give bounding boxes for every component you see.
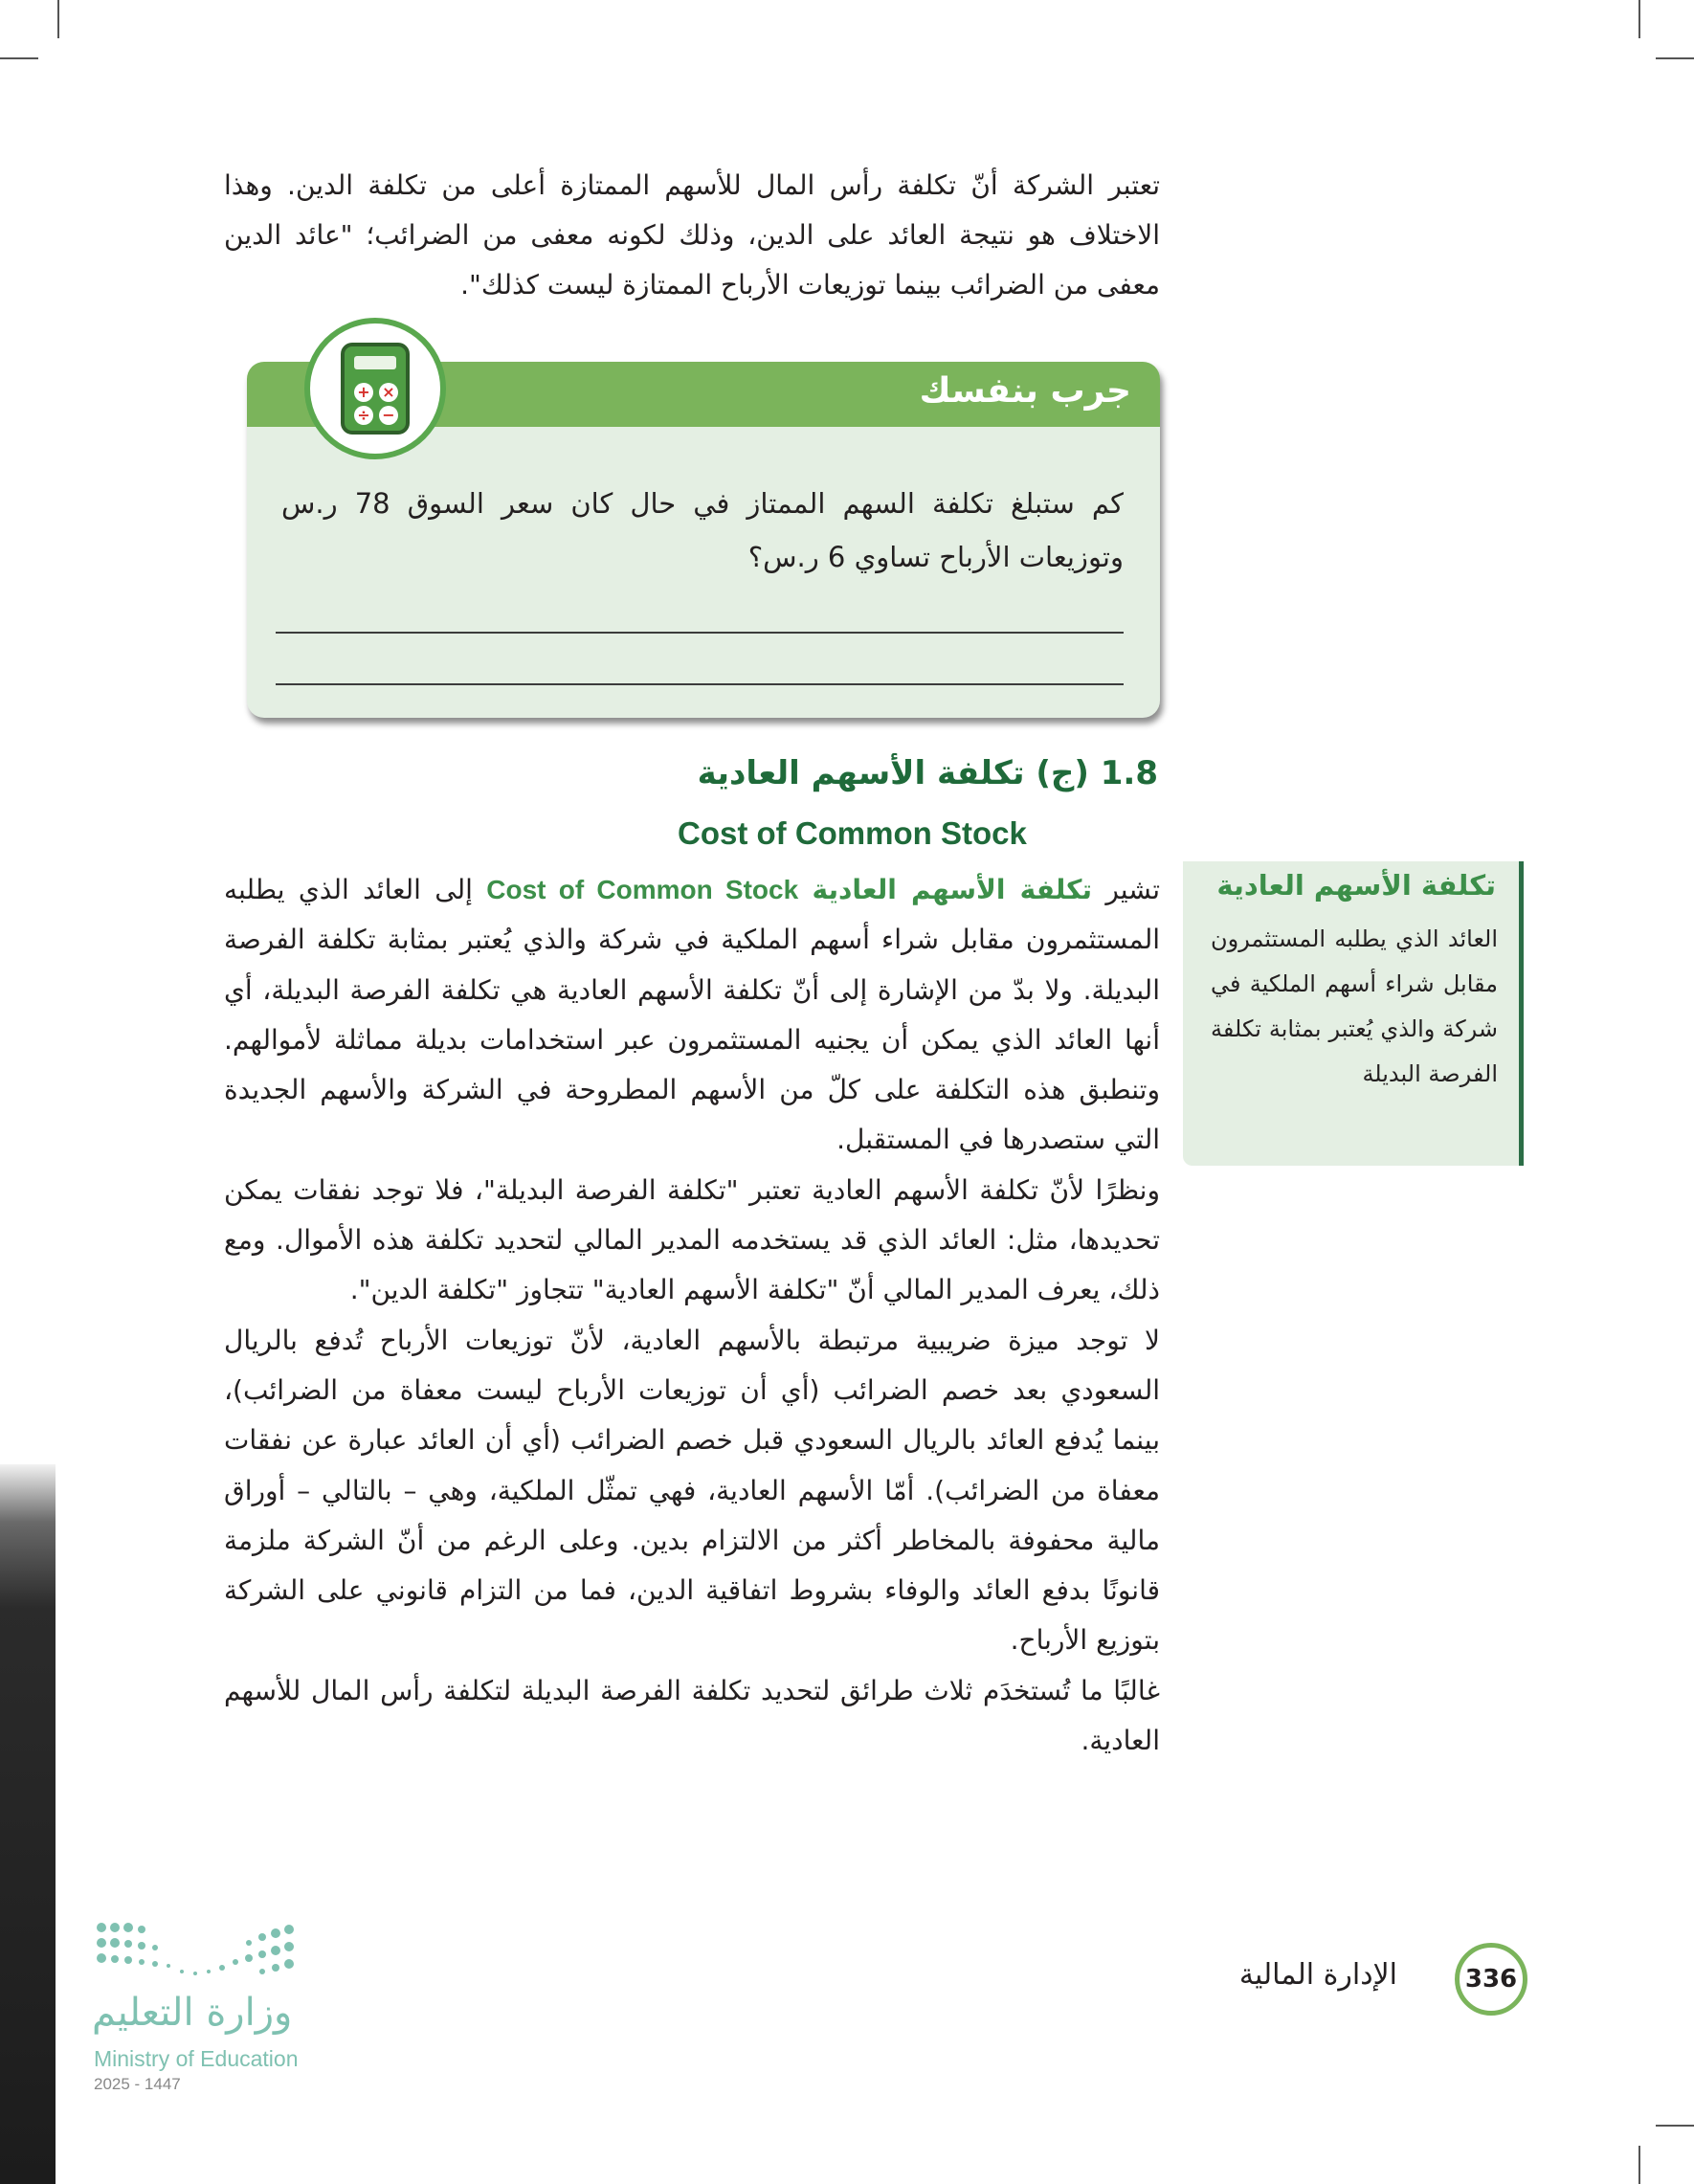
term-english: Cost of Common Stock (486, 875, 799, 904)
section-subtitle: Cost of Common Stock (678, 815, 1027, 851)
term-arabic: تكلفة الأسهم العادية (812, 874, 1092, 905)
ministry-name-english: Ministry of Education (94, 2046, 299, 2071)
crop-mark (57, 0, 59, 38)
edition-year: 2025 - 1447 (94, 2075, 181, 2093)
crop-mark (1638, 2146, 1640, 2184)
paragraph-text: تشير (1091, 874, 1160, 905)
paragraph-4: غالبًا ما تُستخدَم ثلاث طرائق لتحديد تكلفة الفرصة البديلة لتكلفة رأس المال للأسهم العادية. (224, 1674, 1160, 1757)
crop-mark (1656, 2125, 1694, 2127)
calculator-key: ÷ (354, 406, 373, 425)
page-number: 336 (1455, 1943, 1527, 2016)
binding-strip (0, 1464, 56, 2184)
section-title: 1.8 (ج) تكلفة الأسهم العادية (697, 754, 1158, 792)
calculator-screen (354, 356, 396, 369)
calculator-key: + (354, 383, 373, 402)
paragraph-2: ونظرًا لأنّ تكلفة الأسهم العادية تعتبر "تكلفة الفرصة البديلة"، فلا توجد نفقات يمكن تحديدها، مثل: العائد الذي قد يستخدمه المدير المالي لتحديد تكلفة هذه الأموال. ومع ذلك، يعرف المدير المالي أنّ "تكلفة الأسهم العادية" تتجاوز "تكلفة الدين". (224, 1173, 1160, 1306)
paragraph-1 (224, 865, 1160, 1166)
glossary-title: تكلفة الأسهم العادية (1216, 869, 1496, 902)
calculator-key: − (379, 406, 398, 425)
crop-mark (0, 57, 38, 59)
calculator-icon (304, 318, 446, 459)
intro-paragraph: تعتبر الشركة أنّ تكلفة رأس المال للأسهم الممتازة أعلى من تكلفة الدين. وهذا الاختلاف هو نتيجة العائد على الدين، وذلك لكونه معفى من الضرائب؛ "عائد الدين معفى من الضرائب بينما توزيعات الأرباح الممتازة ليست كذلك". (224, 169, 1160, 301)
answer-line[interactable] (276, 632, 1124, 634)
glossary-definition: العائد الذي يطلبه المستثمرون مقابل شراء أسهم الملكية في شركة والذي يُعتبر بمثابة تكلفة الفرصة البديلة (1211, 925, 1498, 1087)
crop-mark (1656, 57, 1694, 59)
calculator-key: × (379, 383, 398, 402)
calculator-body (341, 343, 410, 435)
ministry-logo-icon (92, 1918, 302, 1985)
try-yourself-question: كم ستبلغ تكلفة السهم الممتاز في حال كان سعر السوق 78 ر.س وتوزيعات الأرباح تساوي 6 ر.س؟ (281, 487, 1124, 573)
paragraph-text: إلى العائد الذي يطلبه المستثمرون مقابل شراء أسهم الملكية في شركة والذي يُعتبر بمثابة تكلفة الفرصة البديلة. ولا بدّ من الإشارة إلى أنّ تكلفة الأسهم العادية هي تكلفة الفرصة البديلة، أي أنها العائد الذي يمكن أن يجنيه المستثمرون عبر استخدامات بديلة مماثلة لأموالهم. وتنطبق هذه التكلفة على كلّ من الأسهم المطروحة في الشركة والأسهم الجديدة التي ستصدرها في المستقبل. (224, 874, 1160, 1156)
glossary-sidebar (1183, 861, 1524, 1166)
crop-mark (1638, 0, 1640, 38)
book-title: الإدارة المالية (1238, 1958, 1397, 1992)
main-text (224, 865, 1160, 1766)
ministry-name-arabic: وزارة التعليم (92, 1991, 293, 2035)
paragraph-3: لا توجد ميزة ضريبية مرتبطة بالأسهم العادية، لأنّ توزيعات الأرباح تُدفع بالريال السعودي بعد خصم الضرائب (أي أن توزيعات الأرباح ليست معفاة من الضرائب)، بينما يُدفع العائد بالريال السعودي قبل خصم الضرائب (أي أن العائد عبارة عن نفقات معفاة من الضرائب). أمّا الأسهم العادية، فهي تمثّل الملكية، وهي – بالتالي – أوراق مالية محفوفة بالمخاطر أكثر من الالتزام بدين. وعلى الرغم من أنّ الشركة ملزمة قانونًا بدفع العائد والوفاء بشروط اتفاقية الدين، فما من التزام قانوني على الشركة بتوزيع الأرباح. (224, 1324, 1160, 1657)
answer-line[interactable] (276, 683, 1124, 685)
try-yourself-title: جرب بنفسك (919, 371, 1131, 411)
